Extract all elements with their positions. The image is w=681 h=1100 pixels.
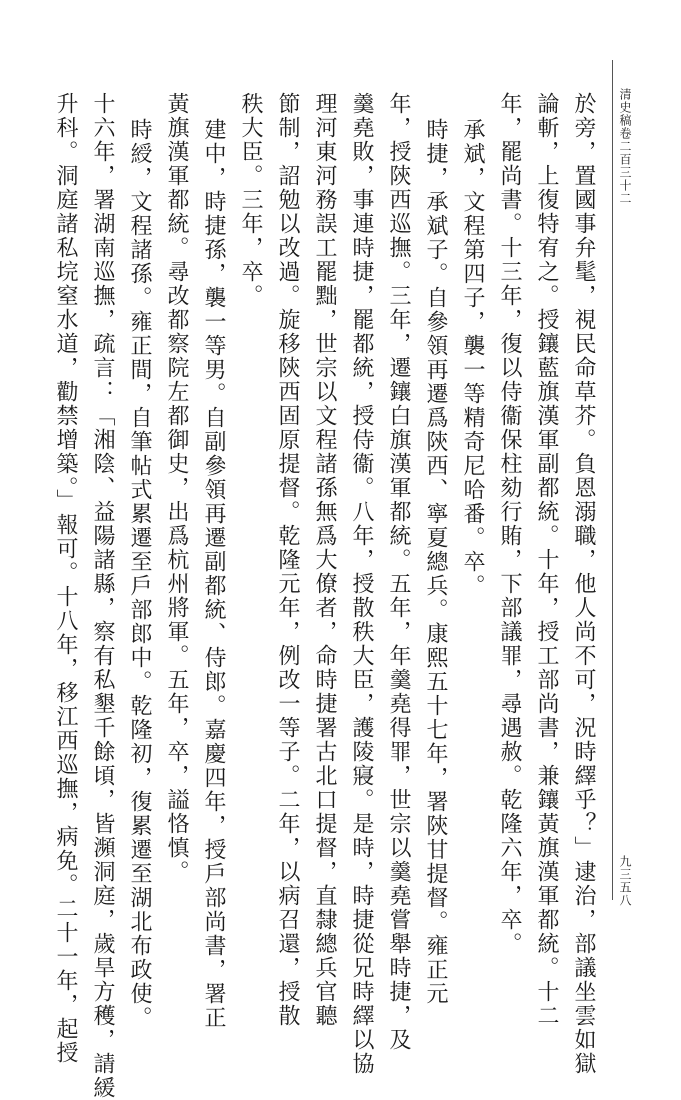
- text-column: 年，授陝西巡撫。三年，遷鑲白旗漢軍都統。五年，年羹堯得罪，世宗以羹堯嘗舉時捷，及: [386, 92, 411, 1052]
- text-column: 年，罷尚書。十三年，復以侍衞保柱劾行賄，下部議罪，尋遇赦。乾隆六年，卒。: [497, 92, 522, 956]
- text-column: 羹堯敗，事連時捷，罷都統，授侍衞。八年，授散秩大臣，護陵寢。是時，時捷從兄時繹以協: [349, 92, 374, 1076]
- text-column: 節制，詔勉以改過。旋移陝西固原提督。乾隆元年，例改一等子。二年，以病召還，授散: [275, 92, 300, 1028]
- margin-rule: [612, 60, 613, 900]
- book-title: 清史稿卷二百三十二: [618, 88, 632, 205]
- text-column: 升科。洞庭諸私垸窒水道，勸禁增築。」報可。十八年，移江西巡撫，病免。二十一年，起授: [53, 92, 78, 1065]
- text-column: 秩大臣。三年，卒。: [238, 92, 263, 308]
- text-column: 黃旗漢軍都統。尋改都察院左都御史，出爲杭州將軍。五年，卒，謚恪慎。: [164, 92, 189, 884]
- page-number: 九三五八: [618, 855, 632, 907]
- text-column: 理河東河務誤工罷黜，世宗以文程諸孫無爲大僚者，命時捷署古北口提督，直隸總兵官聽: [312, 92, 337, 1028]
- text-column: 於旁，置國事弁髦，視民命草芥。負恩溺職，他人尚不可，況時繹乎？」逮治，部議坐雲如獄: [571, 92, 596, 1076]
- text-column: 時綬，文程諸孫。雍正間，自筆帖式累遷至戶部郎中。乾隆初，復累遷至湖北布政使。: [127, 118, 152, 1030]
- text-column: 建中，時捷孫，襲一等男。自副參領再遷副都統、侍郎。嘉慶四年，授戶部尚書，署正: [201, 118, 226, 1030]
- text-column: 論斬，上復特宥之。授鑲藍旗漢軍副都統。十年，授工部尚書，兼鑲黃旗漢軍都統。十二: [534, 92, 559, 1028]
- text-column: 十六年，署湖南巡撫，疏言：「湘陰、益陽諸縣，察有私墾千餘頃，皆瀕洞庭，歲旱方穫，請緩: [90, 92, 115, 1100]
- text-column: 時捷，承斌子。自參領再遷爲陝西、寧夏總兵。康熙五十七年，署陝甘提督。雍正元: [423, 118, 448, 1006]
- text-column: 承斌，文程第四子，襲一等精奇尼哈番。卒。: [460, 118, 485, 598]
